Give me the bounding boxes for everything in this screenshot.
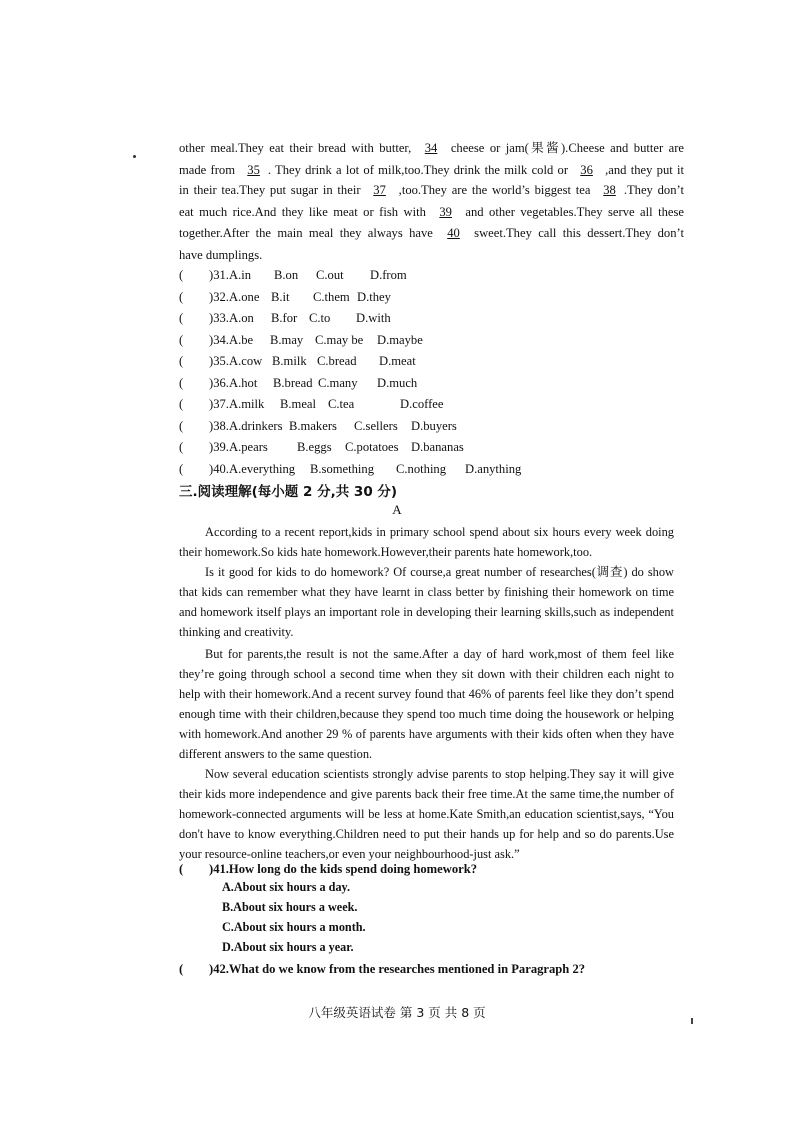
option-d: D.buyers [411, 418, 457, 433]
option-b: B.meal [280, 397, 317, 411]
option-d: D.meat [379, 354, 416, 368]
option-d: D.coffee [400, 397, 444, 411]
cloze-line-3: in their tea.They put sugar in their 37 ,too.They are the world’s biggest tea 38 .They don’t [179, 183, 684, 197]
option-a: A.everything [229, 461, 296, 476]
answer-paren[interactable]: ( [179, 289, 184, 304]
question-31 [179, 268, 407, 283]
option-a: A.one [229, 289, 260, 304]
option-a: A.be [229, 332, 254, 347]
cloze-line-4: eat much rice.And they like meat or fish with 39 and other vegetables.They serve all these [179, 205, 684, 219]
q41-option-c: C.About six hours a month. [222, 920, 366, 934]
option-d: D.bananas [411, 440, 464, 454]
option-b: B.may [270, 332, 304, 347]
option-c: C.tea [328, 397, 355, 411]
answer-paren[interactable]: ( [179, 962, 184, 976]
option-c: C.out [316, 268, 344, 282]
option-a: A.hot [229, 375, 258, 390]
option-b: B.makers [289, 418, 337, 433]
blank-37: 37 [373, 183, 386, 197]
option-a: A.milk [229, 397, 265, 411]
option-a: A.in [229, 268, 252, 282]
paragraph-1: According to a recent report,kids in primary school spend about six hours every week doing their homework.So kids hate homework.However,their parents hate homework,too. [179, 525, 674, 559]
question-40 [179, 461, 522, 477]
blank-36: 36 [580, 163, 593, 177]
question-number: )36. [209, 375, 229, 390]
passage-title: A [392, 502, 402, 517]
option-d: D.much [377, 375, 418, 390]
option-d: D.they [357, 289, 391, 304]
question-41: ( )41.How long do the kids spend doing homework? [179, 862, 478, 876]
answer-paren[interactable]: ( [179, 862, 184, 876]
answer-paren[interactable]: ( [179, 311, 184, 325]
answer-paren[interactable]: ( [179, 418, 184, 433]
option-b: B.it [271, 289, 290, 304]
question-36 [179, 375, 418, 391]
question-number: )38. [209, 418, 229, 433]
q41-option-a: A.About six hours a day. [222, 880, 351, 894]
scan-speck [133, 155, 136, 158]
option-c: C.them [313, 289, 350, 304]
question-number: )34. [209, 332, 229, 347]
option-b: B.for [271, 311, 298, 325]
option-a: A.drinkers [229, 418, 283, 433]
option-d: D.anything [465, 461, 522, 476]
question-number: )33. [209, 311, 229, 325]
option-c: C.sellers [354, 418, 398, 433]
answer-paren[interactable]: ( [179, 397, 184, 411]
option-c: C.to [309, 311, 331, 325]
blank-39: 39 [439, 205, 452, 219]
question-37 [179, 397, 444, 412]
blank-40: 40 [447, 226, 460, 240]
question-number: )37. [209, 397, 229, 411]
q41-option-b: B.About six hours a week. [222, 900, 358, 914]
paragraph-2: Is it good for kids to do homework? Of course,a great number of researches(调查) do show that kids can remember what they have learnt in class better by finishing their homework on time and homework itself plays an important role in developing their learning skills,such as independent thinking and creativity. [179, 565, 674, 639]
question-number: )31. [209, 268, 229, 282]
option-b: B.milk [272, 354, 307, 368]
option-a: A.on [229, 311, 254, 325]
question-35 [179, 354, 416, 369]
answer-paren[interactable]: ( [179, 268, 184, 282]
option-c: C.nothing [396, 461, 447, 476]
option-d: D.from [370, 268, 407, 282]
option-b: B.on [274, 268, 299, 282]
blank-38: 38 [603, 183, 616, 197]
section-title: 三.阅读理解(每小题 2 分,共 30 分) [179, 484, 398, 500]
question-number: )32. [209, 289, 229, 304]
answer-paren[interactable]: ( [179, 461, 184, 476]
question-38 [179, 418, 457, 434]
option-b: B.bread [273, 375, 313, 390]
page-footer: 八年级英语试卷 第 3 页 共 8 页 [308, 1005, 486, 1020]
option-b: B.eggs [297, 440, 332, 454]
question-34 [179, 332, 423, 348]
paragraph-3: But for parents,the result is not the same.After a day of hard work,most of them feel like they’re going through school a second time when they sit down with their children each night to help with their homework.And a recent survey found that 46% of parents feel like they don’t spend enough time with their children,because they spend too much time doing the housework or helping with homework.And another 29 % of parents have arguments with their kids often when they have different answers to the same question. [179, 647, 674, 761]
question-number: )40. [209, 461, 229, 476]
answer-paren[interactable]: ( [179, 332, 184, 347]
q41-option-d: D.About six hours a year. [222, 940, 354, 954]
option-d: D.maybe [377, 332, 423, 347]
question-number: )35. [209, 354, 229, 368]
cloze-line-5: together.After the main meal they always have 40 sweet.They call this dessert.They don’t [179, 226, 684, 240]
option-c: C.may be [315, 332, 364, 347]
option-d: D.with [356, 311, 391, 325]
cloze-line-6: have dumplings. [179, 248, 263, 262]
cloze-line-1: other meal.They eat their bread with butter, 34 cheese or jam(果酱).Cheese and butter are [179, 141, 685, 155]
question-33 [179, 311, 391, 326]
blank-34: 34 [424, 141, 438, 155]
question-number: )39. [209, 440, 229, 454]
scan-mark [691, 1018, 693, 1024]
blank-35: 35 [247, 163, 260, 177]
option-c: C.bread [317, 354, 357, 368]
question-39 [179, 440, 464, 455]
paragraph-4: Now several education scientists strongly advise parents to stop helping.They say it will give their kids more independence and give parents back their free time.At the same time,the number of homework-connected arguments will be less at home.Kate Smith,an education scientist,says, “You don't have to know everything.Children need to put their hands up for help and so do parents.Use your resource-online teachers,or even your neighbourhood-just ask.” [179, 767, 674, 861]
option-a: A.pears [229, 440, 268, 454]
answer-paren[interactable]: ( [179, 375, 184, 390]
question-32 [179, 289, 391, 305]
answer-paren[interactable]: ( [179, 440, 184, 454]
option-a: A.cow [229, 354, 263, 368]
option-c: C.potatoes [345, 440, 399, 454]
option-b: B.something [310, 461, 375, 476]
question-42: ( )42.What do we know from the researches mentioned in Paragraph 2? [179, 962, 586, 976]
cloze-line-2: made from 35 . They drink a lot of milk,too.They drink the milk cold or 36 ,and they put it [179, 163, 685, 177]
option-c: C.many [318, 375, 358, 390]
answer-paren[interactable]: ( [179, 354, 184, 368]
